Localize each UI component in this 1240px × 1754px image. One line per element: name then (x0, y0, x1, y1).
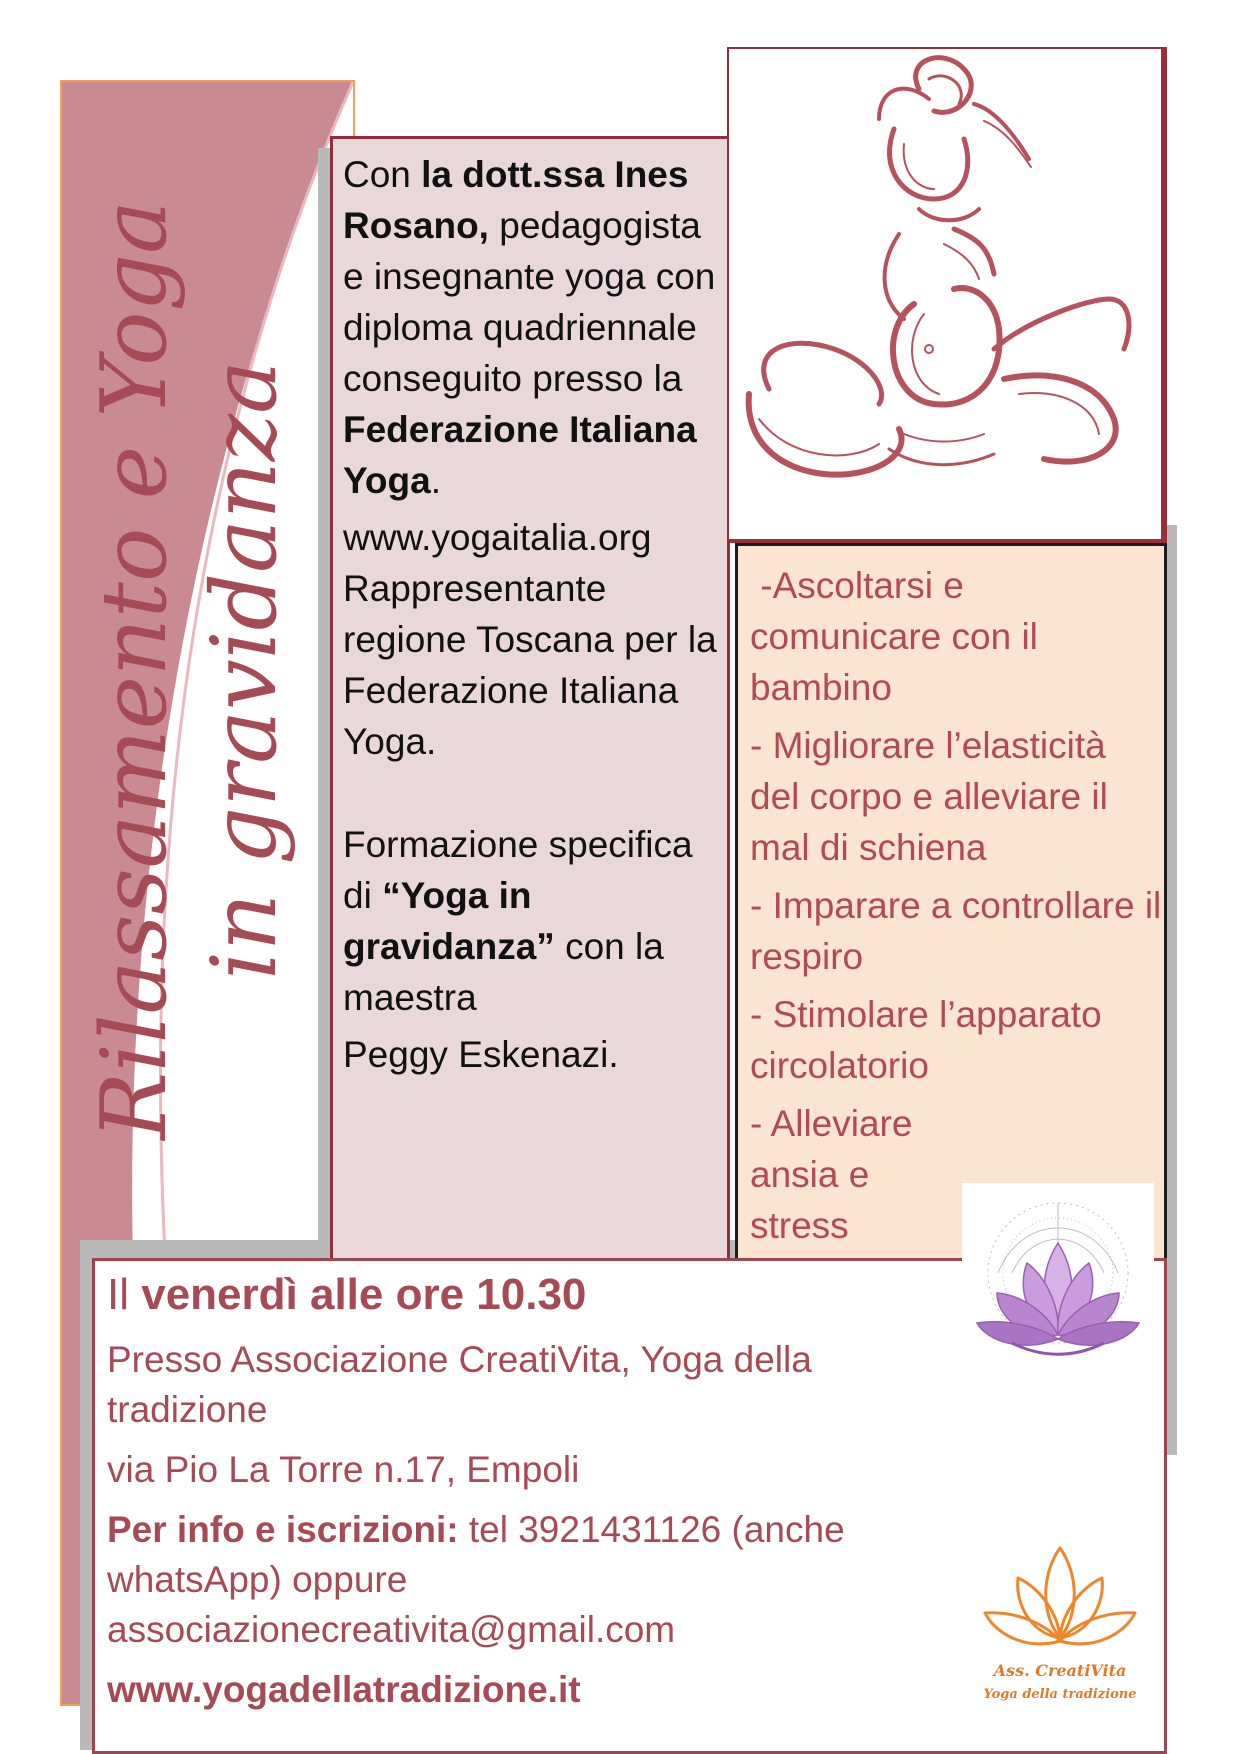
bio-intro-pre: Con (343, 154, 422, 195)
pregnant-figure-box (727, 47, 1167, 543)
logo-name: Ass. CreatiVita (993, 1661, 1127, 1680)
bio-intro (343, 149, 727, 506)
flyer-title (80, 150, 310, 1190)
benefit-item: - Migliorare l’elasticità del corpo e alleviare il mal di schiena (750, 725, 1108, 868)
logo-tagline: Yoga della tradizione (983, 1687, 1137, 1702)
event-address: via Pio La Torre n.17, Empoli (107, 1449, 580, 1490)
purple-lotus-image (962, 1183, 1154, 1373)
pregnant-yoga-figure-illustration (729, 49, 1161, 539)
benefits-box (735, 543, 1167, 1278)
event-venue: Presso Associazione CreatiVita, Yoga della tradizione (107, 1339, 812, 1430)
event-contact (107, 1505, 967, 1655)
creativita-logo (970, 1533, 1150, 1713)
bio-intro-rest: pedagogista e insegnante yoga con diploma quadriennale conseguito presso la (343, 205, 716, 399)
federation-website: www.yogaitalia.org (343, 517, 652, 558)
bio-training-pre: Formazione specifica di (343, 824, 693, 916)
orange-lotus-logo-icon (970, 1533, 1150, 1713)
bio-training-post: con la maestra (343, 926, 664, 1018)
bio-box (330, 136, 730, 1266)
benefit-item: - Imparare a controllare il respiro (750, 885, 1162, 977)
bio-intro-end: . (430, 460, 441, 501)
benefit-item: - Alleviare ansia e stress (750, 1103, 913, 1246)
teacher-name: Peggy Eskenazi. (343, 1034, 619, 1075)
contact-label: Per info e iscrizioni: (107, 1509, 459, 1550)
course-name: “Yoga in gravidanza” (343, 875, 555, 967)
title-line-1: Rilassamento e Yoga (82, 200, 187, 1140)
association-website: www.yogadellatradizione.it (107, 1669, 581, 1710)
contact-details: tel 3921431126 (anche whatsApp) oppure associazionecreativita@gmail.com (107, 1509, 845, 1650)
bio-training (343, 819, 727, 1023)
federation-name: Federazione Italiana Yoga (343, 409, 697, 501)
benefit-item: -Ascoltarsi e comunicare con il bambino (750, 565, 1049, 708)
schedule-pre: Il (107, 1270, 142, 1319)
schedule-day-time: venerdì alle ore 10.30 (141, 1270, 587, 1319)
lotus-mandala-icon (962, 1183, 1154, 1373)
title-line-2: in gravidanza (192, 360, 297, 980)
bio-role: Rappresentante regione Toscana per la Federazione Italiana Yoga. (343, 568, 717, 762)
benefit-item: - Stimolare l’apparato circolatorio (750, 994, 1102, 1086)
instructor-name: la dott.ssa Ines Rosano, (343, 154, 689, 246)
